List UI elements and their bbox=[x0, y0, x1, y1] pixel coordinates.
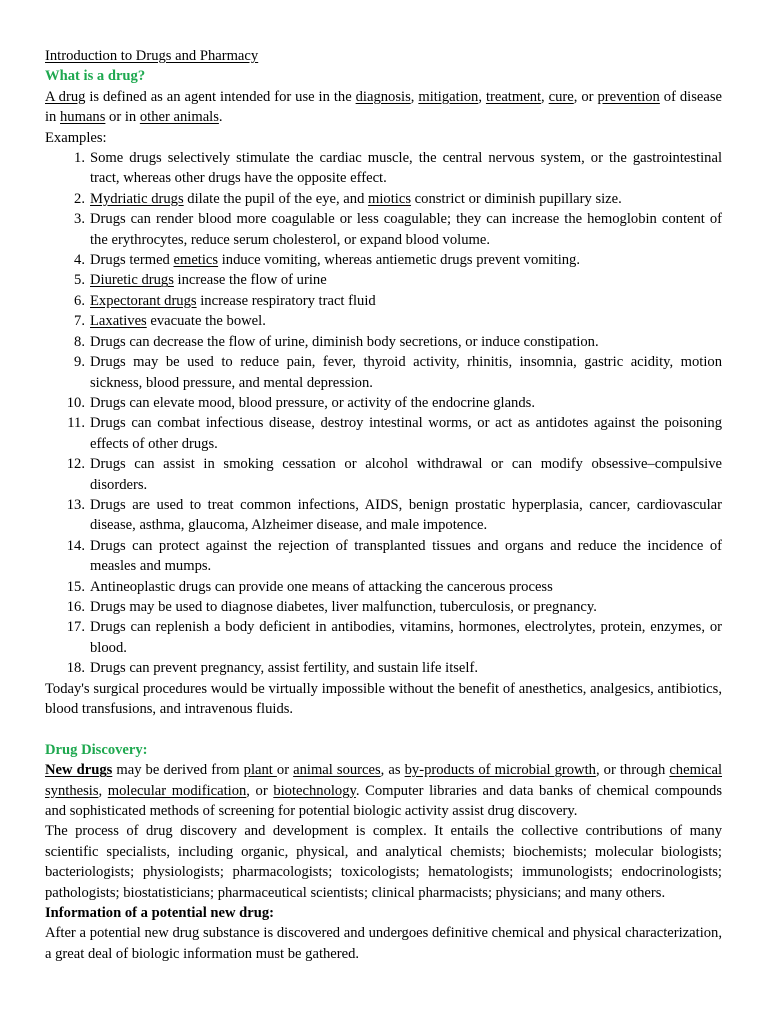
example-item bbox=[45, 617, 722, 658]
closing-paragraph: Today's surgical procedures would be virtually impossible without the benefit of anesthetics, analgesics, antibiotics, blood transfusions, and intravenous fluids. bbox=[45, 680, 722, 717]
term-chemical-synthesis: chemical synthesis bbox=[45, 762, 722, 799]
examples-label: Examples: bbox=[45, 129, 107, 146]
example-number: 6. bbox=[74, 292, 85, 309]
spacer bbox=[45, 719, 722, 739]
example-number: 15. bbox=[66, 578, 85, 595]
text-span: or in bbox=[105, 109, 140, 126]
example-item bbox=[45, 189, 722, 209]
example-item bbox=[45, 495, 722, 536]
term-biotechnology: biotechnology bbox=[273, 782, 356, 799]
example-number: 11. bbox=[67, 415, 85, 432]
section-heading-drug-discovery: Drug Discovery: bbox=[45, 741, 148, 758]
term-new-drugs: New drugs bbox=[45, 762, 113, 779]
text-span: , as bbox=[380, 762, 405, 779]
example-item bbox=[45, 291, 722, 311]
term-other-animals: other animals bbox=[139, 109, 219, 126]
document-title bbox=[45, 46, 722, 66]
term-mitigation: mitigation bbox=[418, 88, 479, 105]
example-text: Drugs can prevent pregnancy, assist fertility, and sustain life itself. bbox=[90, 660, 478, 677]
example-text: Drugs can decrease the flow of urine, diminish body secretions, or induce constipation. bbox=[90, 333, 599, 350]
text-span: , or through bbox=[595, 762, 670, 779]
example-text: Drugs can replenish a body deficient in antibodies, vitamins, hormones, electrolytes, protein, enzymes, or blood. bbox=[90, 619, 722, 656]
term-plant: plant bbox=[243, 762, 277, 779]
text-span: is defined as an agent intended for use in the bbox=[85, 88, 356, 105]
drug-discovery-paragraph bbox=[45, 760, 722, 821]
text-span: of disease in bbox=[45, 88, 723, 126]
term-diagnosis: diagnosis bbox=[355, 88, 411, 105]
example-item bbox=[45, 332, 722, 352]
example-item bbox=[45, 454, 722, 495]
examples-list bbox=[45, 148, 722, 679]
example-term: emetics bbox=[173, 252, 219, 269]
discovery-process-paragraph: The process of drug discovery and development is complex. It entails the collective contributions of many scientific specialists, including organic, physical, and analytical chemists; biochemists; molecular biologists; bacteriologists; physiologists; pharmacologists; toxicologists; hematologists; immunologists; endocrinologists; pathologists; biostatisticians; pharmaceutical scientists; clinical pharmacists; physicians; and many others. bbox=[45, 823, 722, 901]
example-text: Some drugs selectively stimulate the cardiac muscle, the central nervous system, or the gastrointestinal tract, whereas other drugs have the opposite effect. bbox=[90, 150, 722, 187]
term-a-drug: A drug bbox=[45, 88, 86, 105]
example-item bbox=[45, 270, 722, 290]
example-item bbox=[45, 311, 722, 331]
text-span: , bbox=[410, 88, 419, 105]
example-text: Drugs can render blood more coagulable or less coagulable; they can increase the hemoglobin content of the erythrocytes, reduce serum cholesterol, or expand blood volume. bbox=[90, 211, 722, 248]
text-span: or bbox=[276, 762, 294, 779]
example-text: constrict or diminish pupillary size. bbox=[411, 190, 622, 207]
example-text: Drugs can assist in smoking cessation or alcohol withdrawal or can modify obsessive–compulsive disorders. bbox=[90, 456, 722, 493]
example-term: miotics bbox=[368, 190, 412, 207]
example-number: 14. bbox=[66, 537, 85, 554]
example-text: dilate the pupil of the eye, and bbox=[183, 190, 369, 207]
term-prevention: prevention bbox=[597, 88, 660, 105]
example-text: Drugs may be used to diagnose diabetes, liver malfunction, tuberculosis, or pregnancy. bbox=[90, 598, 597, 615]
example-number: 13. bbox=[66, 496, 85, 513]
term-cure: cure bbox=[548, 88, 574, 105]
text-span: , bbox=[541, 88, 549, 105]
example-number: 5. bbox=[74, 272, 85, 289]
example-item bbox=[45, 536, 722, 577]
example-number: 16. bbox=[66, 598, 85, 615]
example-number: 18. bbox=[66, 660, 85, 677]
example-term: Mydriatic drugs bbox=[90, 190, 184, 207]
example-number: 3. bbox=[74, 211, 85, 228]
text-span: , or bbox=[573, 88, 598, 105]
term-microbial-growth: by-products of microbial growth bbox=[404, 762, 596, 779]
drug-definition-paragraph bbox=[45, 87, 722, 128]
text-span: , or bbox=[246, 782, 274, 799]
text-span: , bbox=[98, 782, 108, 799]
example-text: Drugs termed bbox=[90, 252, 174, 269]
term-molecular-modification: molecular modification bbox=[107, 782, 247, 799]
text-span: may be derived from bbox=[112, 762, 244, 779]
example-item bbox=[45, 393, 722, 413]
example-number: 2. bbox=[74, 190, 85, 207]
section-heading-what-is-a-drug: What is a drug? bbox=[45, 68, 146, 85]
example-item bbox=[45, 413, 722, 454]
example-number: 12. bbox=[66, 456, 85, 473]
example-item bbox=[45, 577, 722, 597]
text-span: . Computer libraries and data banks of chemical compounds and sophisticated methods of screening for potential biologic activity assist drug discovery. bbox=[45, 782, 723, 820]
example-text: increase respiratory tract fluid bbox=[196, 292, 376, 309]
potential-new-drug-paragraph: After a potential new drug substance is discovered and undergoes definitive chemical and physical characterization, a great deal of biologic information must be gathered. bbox=[45, 925, 722, 962]
example-item bbox=[45, 148, 722, 189]
example-item bbox=[45, 250, 722, 270]
example-text: increase the flow of urine bbox=[173, 272, 327, 289]
example-term: Laxatives bbox=[90, 313, 147, 330]
example-text: induce vomiting, whereas antiemetic drugs prevent vomiting. bbox=[218, 252, 580, 269]
example-item bbox=[45, 209, 722, 250]
example-number: 17. bbox=[66, 619, 85, 636]
term-treatment: treatment bbox=[485, 88, 542, 105]
example-text: Drugs may be used to reduce pain, fever, thyroid activity, rhinitis, insomnia, gastric acidity, motion sickness, blood pressure, and mental depression. bbox=[90, 354, 722, 391]
example-text: Drugs can protect against the rejection of transplanted tissues and organs and reduce the incidence of measles and mumps. bbox=[90, 537, 722, 575]
example-number: 4. bbox=[74, 252, 85, 269]
example-number: 9. bbox=[74, 354, 85, 371]
example-item bbox=[45, 597, 722, 617]
example-item bbox=[45, 658, 722, 678]
term-humans: humans bbox=[60, 109, 106, 126]
example-text: evacuate the bowel. bbox=[146, 313, 266, 330]
example-text: Drugs are used to treat common infections, AIDS, benign prostatic hyperplasia, cancer, cardiovascular disease, asthma, glaucoma, Alzheimer disease, and male impotence. bbox=[90, 496, 722, 534]
example-item bbox=[45, 352, 722, 393]
example-number: 8. bbox=[74, 333, 85, 350]
document-title-text: Introduction to Drugs and Pharmacy bbox=[45, 48, 259, 64]
example-term: Expectorant drugs bbox=[90, 292, 197, 309]
example-text: Drugs can combat infectious disease, destroy intestinal worms, or act as antidotes against the poisoning effects of other drugs. bbox=[90, 415, 722, 452]
example-number: 10. bbox=[66, 394, 85, 411]
example-number: 7. bbox=[74, 313, 85, 330]
example-number: 1. bbox=[74, 150, 85, 167]
term-animal-sources: animal sources bbox=[293, 762, 381, 779]
text-span: . bbox=[218, 109, 223, 126]
text-span: , bbox=[478, 88, 486, 105]
subheading-potential-new-drug: Information of a potential new drug: bbox=[45, 905, 275, 922]
example-text: Drugs can elevate mood, blood pressure, or activity of the endocrine glands. bbox=[90, 394, 535, 411]
example-text: Antineoplastic drugs can provide one means of attacking the cancerous process bbox=[90, 578, 553, 595]
example-term: Diuretic drugs bbox=[90, 272, 174, 289]
